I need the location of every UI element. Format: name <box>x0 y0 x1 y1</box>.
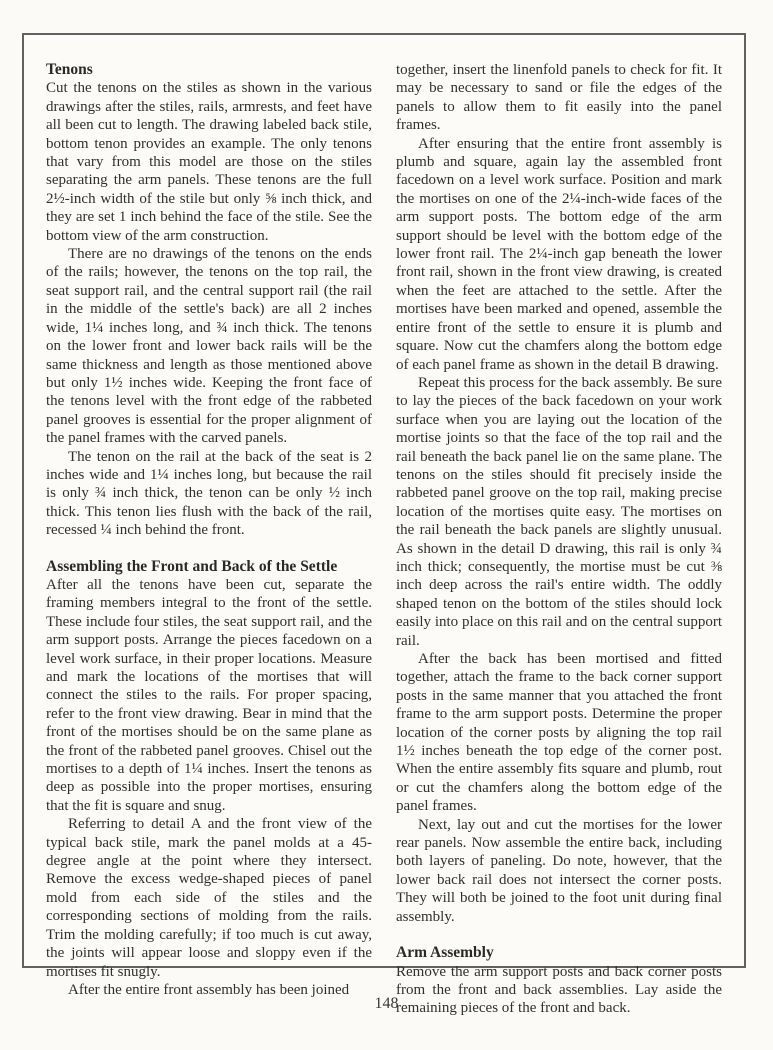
right-column <box>396 61 722 1018</box>
section-heading: Arm Assembly <box>396 944 494 962</box>
body-paragraph: Referring to detail A and the front view of the typical back stile, mark the panel molds at a 45-degree angle at the point where they intersect. Remove the excess wedge-shaped pieces of panel mold from each side of the stiles and the corresponding sections of molding from the rails. Trim the molding carefully; if too much is cut away, the joints will appear loose and sloppy even if the mortises fit snugly. <box>46 816 372 980</box>
left-column <box>46 61 372 1018</box>
section-assembly-continued <box>396 61 722 926</box>
body-paragraph: The tenon on the rail at the back of the seat is 2 inches wide and 1¼ inches long, but because the rail is only ¾ inch thick, the tenon can be only ½ inch thick. This tenon lies flush with the back of the rail, recessed ¼ inch behind the front. <box>46 448 372 539</box>
body-paragraph: There are no drawings of the tenons on the ends of the rails; however, the tenons on the top rail, the seat support rail, and the central support rail (the rail in the middle of the settle's back) are all 2 inches wide, 1¼ inches long, and ¾ inch thick. The tenons on the lower front and lower back rails will be the same thickness and length as those mentioned above but only 1½ inches wide. Keeping the front face of the tenons level with the front edge of the rabbeted panel grooves is essential for the proper alignment of the panel frames with the carved panels. <box>46 246 372 447</box>
body-paragraph: together, insert the linenfold panels to check for fit. It may be necessary to sand or file the edges of the panels to allow them to fit easily into the panel frames. <box>396 62 722 134</box>
section-tenons <box>46 61 372 540</box>
body-paragraph: After the back has been mortised and fitted together, attach the frame to the back corner support posts in the same manner that you attached the front frame to the arm support posts. Determine the proper location of the corner posts by aligning the top rail 1½ inches beneath the top edge of the corner post. When the entire assembly fits square and plumb, rout or cut the chamfers along the bottom edge of the panel frames. <box>396 651 722 815</box>
body-paragraph: After all the tenons have been cut, separate the framing members integral to the front of the settle. These include four stiles, the seat support rail, and the arm support posts. Arrange the pieces facedown on a level work surface, in their proper locations. Measure and mark the locations of the mortises that will connect the stiles to the rails. For proper spacing, refer to the front view drawing. Bear in mind that the front of the mortises should be on the same plane as the front of the rabbeted panel grooves. Chisel out the mortises to a depth of 1¼ inches. Insert the tenons as deep as possible into the proper mortises, ensuring that the fit is square and snug. <box>46 576 372 814</box>
section-heading: Assembling the Front and Back of the Settle <box>46 557 338 575</box>
body-paragraph: After ensuring that the entire front assembly is plumb and square, again lay the assembled front facedown on a level work surface. Position and mark the mortises on one of the 2¼-inch-wide faces of the arm support posts. The bottom edge of the arm support should be level with the bottom edge of the lower front rail. The 2¼-inch gap beneath the lower front rail, shown in the front view drawing, is created when the feet are attached to the settle. After the mortises have been marked and opened, assemble the entire front of the settle to ensure it is plumb and square. Now cut the chamfers along the bottom edge of each panel frame as shown in the detail B drawing. <box>396 135 722 373</box>
body-paragraph: Next, lay out and cut the mortises for the lower rear panels. Now assemble the entire back, including both layers of paneling. Do note, however, that the lower back rail does not intersect the corner posts. They will both be joined to the foot unit during final assembly. <box>396 816 722 925</box>
text-columns <box>24 35 744 1018</box>
body-paragraph: Remove the arm support posts and back corner posts from the front and back assemblies. Lay aside the remaining pieces of the front and back. <box>396 963 722 1017</box>
body-paragraph: Cut the tenons on the stiles as shown in the various drawings after the stiles, rails, armrests, and feet have all been cut to length. The drawing labeled back stile, bottom tenon provides an example. The only tenons that vary from this model are those on the stiles separating the arm panels. These tenons are the full 2½-inch width of the stile but only ⅝ inch thick, and they are set 1 inch behind the face of the stile. See the bottom view of the arm construction. <box>46 80 372 244</box>
section-heading: Tenons <box>46 61 93 78</box>
section-assembling-front-back <box>46 558 372 1000</box>
body-paragraph: Repeat this process for the back assembly. Be sure to lay the pieces of the back facedown on your work surface when you are laying out the location of the mortise joints so that the face of the top rail and the rail beneath the back panel lie on the same plane. The tenons on the stiles should fit precisely inside the rabbeted panel groove on the top rail, making precise location of the mortises quite easy. The mortises on the rail beneath the back panels are slightly unusual. As shown in the detail D drawing, this rail is only ¾ inch thick; consequently, the mortise must be cut ⅜ inch deep across the rail's entire width. The oddly shaped tenon on the bottom of the stiles should lock easily into place on this rail and on the central support rail. <box>396 374 722 649</box>
body-paragraph: After the entire front assembly has been joined <box>68 981 350 998</box>
page-number: 148 <box>374 995 399 1012</box>
